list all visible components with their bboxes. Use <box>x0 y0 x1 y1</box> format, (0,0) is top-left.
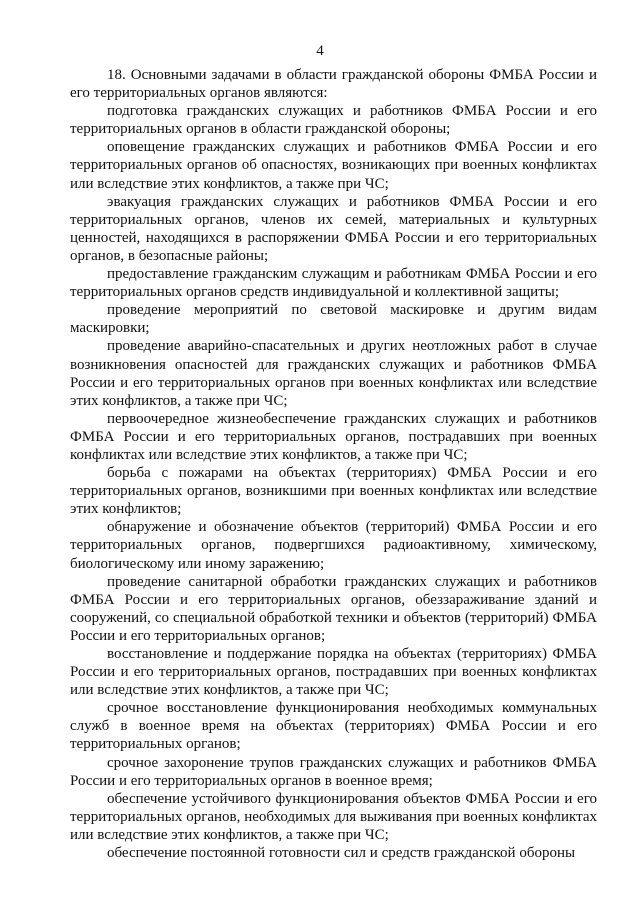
paragraph-contamination-detection: обнаружение и обозначение объектов (территорий) ФМБА России и его территориальных органов, подвергшихся радиоактивному, химическому, биологическому или иному заражению; <box>70 519 597 572</box>
page-number: 4 <box>316 43 324 59</box>
paragraph-notification: оповещение гражданских служащих и работников ФМБА России и его территориальных органов об опасностях, возникающих при военных конфликтах или вследствие этих конфликтов, а также при ЧС; <box>70 139 597 192</box>
paragraph-camouflage: проведение мероприятий по световой маскировке и другим видам маскировки; <box>70 302 597 337</box>
paragraph-readiness: обеспечение постоянной готовности сил и средств гражданской обороны <box>107 845 576 862</box>
paragraph-rescue-works: проведение аварийно-спасательных и других неотложных работ в случае возникновения опасностей для гражданских служащих и работников ФМБА России и его территориальных органов при военных конфликтах или вследствие этих конфликтов, а также при ЧС; <box>70 338 597 409</box>
paragraph-order-maintenance: восстановление и поддержание порядка на объектах (территориях) ФМБА России и его территориальных органов, пострадавших при военных конфликтах или вследствие этих конфликтов, а также при ЧС; <box>70 646 597 699</box>
paragraph-burial: срочное захоронение трупов гражданских служащих и работников ФМБА России и его территориальных органов в военное время; <box>70 754 597 789</box>
paragraph-protective-equipment: предоставление гражданским служащим и работникам ФМБА России и его территориальных органов средств индивидуальной и коллективной защиты; <box>70 266 597 301</box>
paragraph-life-support: первоочередное жизнеобеспечение гражданских служащих и работников ФМБА России и его территориальных органов, пострадавших при военных конфликтах или вследствие этих конфликтов, а также при ЧС; <box>70 410 597 463</box>
paragraph-sustainable-functioning: обеспечение устойчивого функционирования объектов ФМБА России и его территориальных органов, необходимых для выживания при военных конфликтах или вследствие этих конфликтов, а также при ЧС; <box>70 790 597 843</box>
paragraph-firefighting: борьба с пожарами на объектах (территориях) ФМБА России и его территориальных органов, возникшими при военных конфликтах или вследствие этих конфликтов; <box>70 465 597 518</box>
paragraph-main-tasks-heading: 18. Основными задачами в области гражданской обороны ФМБА России и его территориальных органов являются: <box>70 67 597 102</box>
paragraph-training: подготовка гражданских служащих и работников ФМБА России и его территориальных органов в области гражданской обороны; <box>70 103 597 138</box>
paragraph-utilities-restoration: срочное восстановление функционирования необходимых коммунальных служб в военное время на объектах (территориях) ФМБА России и его территориальных органов; <box>70 700 597 753</box>
paragraph-sanitary-treatment: проведение санитарной обработки гражданских служащих и работников ФМБА России и его территориальных органов, обеззараживание зданий и сооружений, со специальной обработкой техники и объектов (территорий) ФМБА России и его территориальных органов; <box>70 573 597 644</box>
paragraph-evacuation: эвакуация гражданских служащих и работников ФМБА России и его территориальных органов, членов их семей, материальных и культурных ценностей, находящихся в распоряжении ФМБА России и его территориальных органов, в безопасные районы; <box>70 193 597 264</box>
document-body <box>70 66 597 862</box>
